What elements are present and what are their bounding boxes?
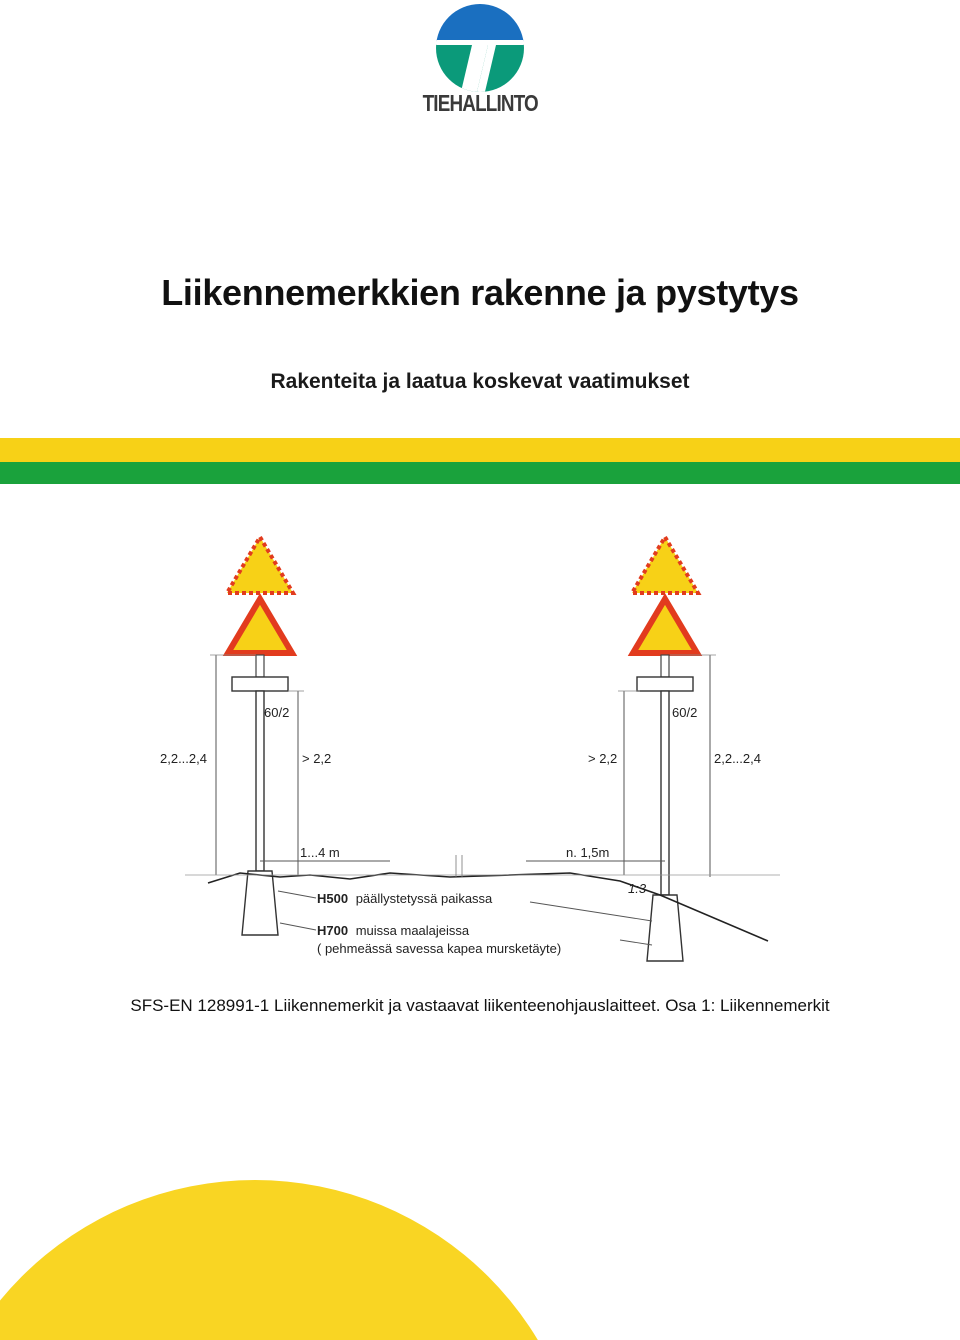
reference-caption: SFS-EN 128991-1 Liikennemerkit ja vastaavat liikenteenohjauslaitteet. Osa 1: Liikennemerkit — [130, 996, 830, 1015]
right-post-label: 60/2 — [672, 705, 698, 720]
logo-blue-half — [430, 0, 530, 42]
page-subtitle: Rakenteita ja laatua koskevat vaatimukset — [270, 370, 690, 393]
left-additional-plate — [232, 677, 288, 691]
left-post — [256, 691, 264, 871]
distance-right-label: n. 1,5m — [566, 845, 610, 860]
left-dashed-triangle-icon — [227, 537, 293, 593]
left-height-label: 2,2...2,4 — [160, 751, 207, 766]
yellow-stripe — [0, 438, 960, 462]
foundation-a-text: päällystetyssä paikassa — [355, 891, 493, 906]
foundation-b-text: muissa maalajeissa — [355, 923, 470, 938]
page-title: Liikennemerkkien rakenne ja pystytys — [161, 272, 799, 313]
logo-emblem-icon — [410, 0, 550, 95]
left-clearance-label: > 2,2 — [302, 751, 332, 766]
decorative-sun-shape — [0, 1175, 960, 1340]
sign-installation-diagram — [150, 525, 790, 975]
distance-left-label: 1...4 m — [300, 845, 340, 860]
foundation-b-code: H700 — [317, 923, 349, 938]
foundation-a-label — [317, 891, 493, 906]
ground-line — [208, 873, 768, 941]
right-warning-triangle-icon — [633, 599, 697, 653]
sun-circle — [0, 1180, 585, 1340]
left-post-label: 60/2 — [264, 705, 290, 720]
right-foundation — [647, 895, 683, 961]
foundation-b-note: ( pehmeässä savessa kapea mursketäyte) — [317, 941, 562, 956]
foundation-a-code: H500 — [317, 891, 349, 906]
green-stripe — [0, 462, 960, 484]
left-warning-triangle-icon — [228, 599, 292, 653]
right-clearance-label: > 2,2 — [588, 751, 618, 766]
tiehallinto-logo — [410, 0, 550, 125]
right-additional-plate — [637, 677, 693, 691]
right-dashed-triangle-icon — [632, 537, 698, 593]
slope-label: 1:3 — [628, 881, 647, 896]
foundation-b-label — [317, 923, 470, 938]
left-foundation — [242, 871, 278, 935]
right-height-label: 2,2...2,4 — [714, 751, 761, 766]
right-post — [661, 691, 669, 895]
logo-wordmark: TIEHALLINTO — [422, 90, 538, 116]
